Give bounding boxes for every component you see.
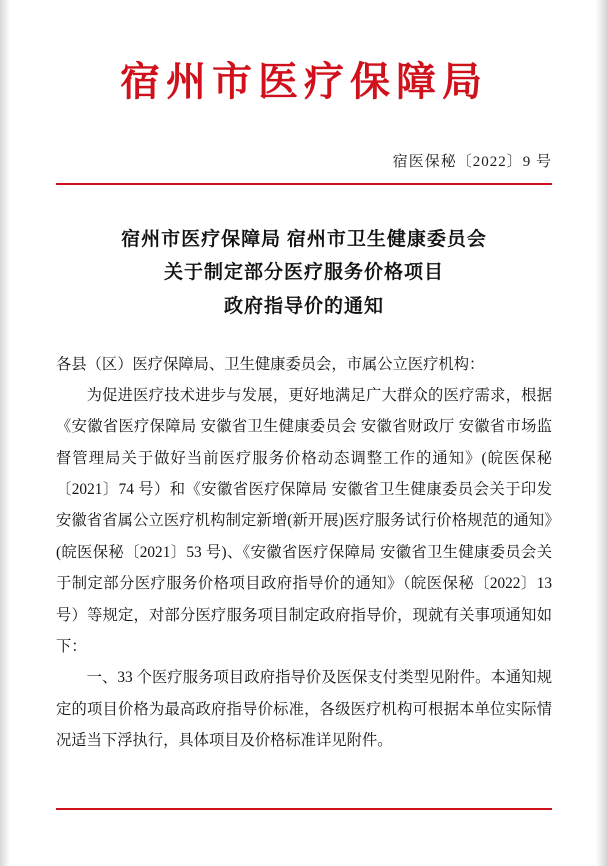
document-content <box>56 349 552 756</box>
document-title-line-1: 宿州市医疗保障局 宿州市卫生健康委员会 <box>121 229 487 250</box>
document-title <box>56 223 552 323</box>
document-title-line-2: 关于制定部分医疗服务价格项目 <box>163 262 444 284</box>
body-paragraph-1: 为促进医疗技术进步与发展，更好地满足广大群众的医疗需求，根据《安徽省医疗保障局 安徽省卫生健康委员会 安徽省财政厅 安徽省市场监督管理局关于做好当前医疗服务价格动态调整工作的通知》(皖医保秘〔2021〕74 号）和《安徽省医疗保障局 安徽省卫生健康委员会关于印发安徽省省属公立医疗机构制定新增(新开展)医疗服务试行价格规范的通知》(皖医保秘〔2021〕53 号)、《安徽省医疗保障局 安徽省卫生健康委员会关于制定部分医疗服务价格项目政府指导价的通知》（皖医保秘〔2022〕13 号）等规定，对部分医疗服务项目制定政府指导价，现就有关事项通知如下： <box>56 387 552 655</box>
salutation-paragraph: 各县（区）医疗保障局、卫生健康委员会，市属公立医疗机构： <box>56 355 485 373</box>
masthead <box>56 0 552 106</box>
footer-red-divider <box>56 808 552 810</box>
issuing-authority-title: 宿州市医疗保障局 <box>120 59 488 104</box>
header-red-divider <box>56 183 552 185</box>
body-paragraph-2: 一、33 个医疗服务项目政府指导价及医保支付类型见附件。本通知规定的项目价格为最高政府指导价标准，各级医疗机构可根据本单位实际情况适当下浮执行，具体项目及价格标准详见附件。 <box>56 669 552 749</box>
document-title-line-3: 政府指导价的通知 <box>223 295 384 317</box>
document-serial-number: 宿医保秘〔2022〕9 号 <box>392 154 552 170</box>
